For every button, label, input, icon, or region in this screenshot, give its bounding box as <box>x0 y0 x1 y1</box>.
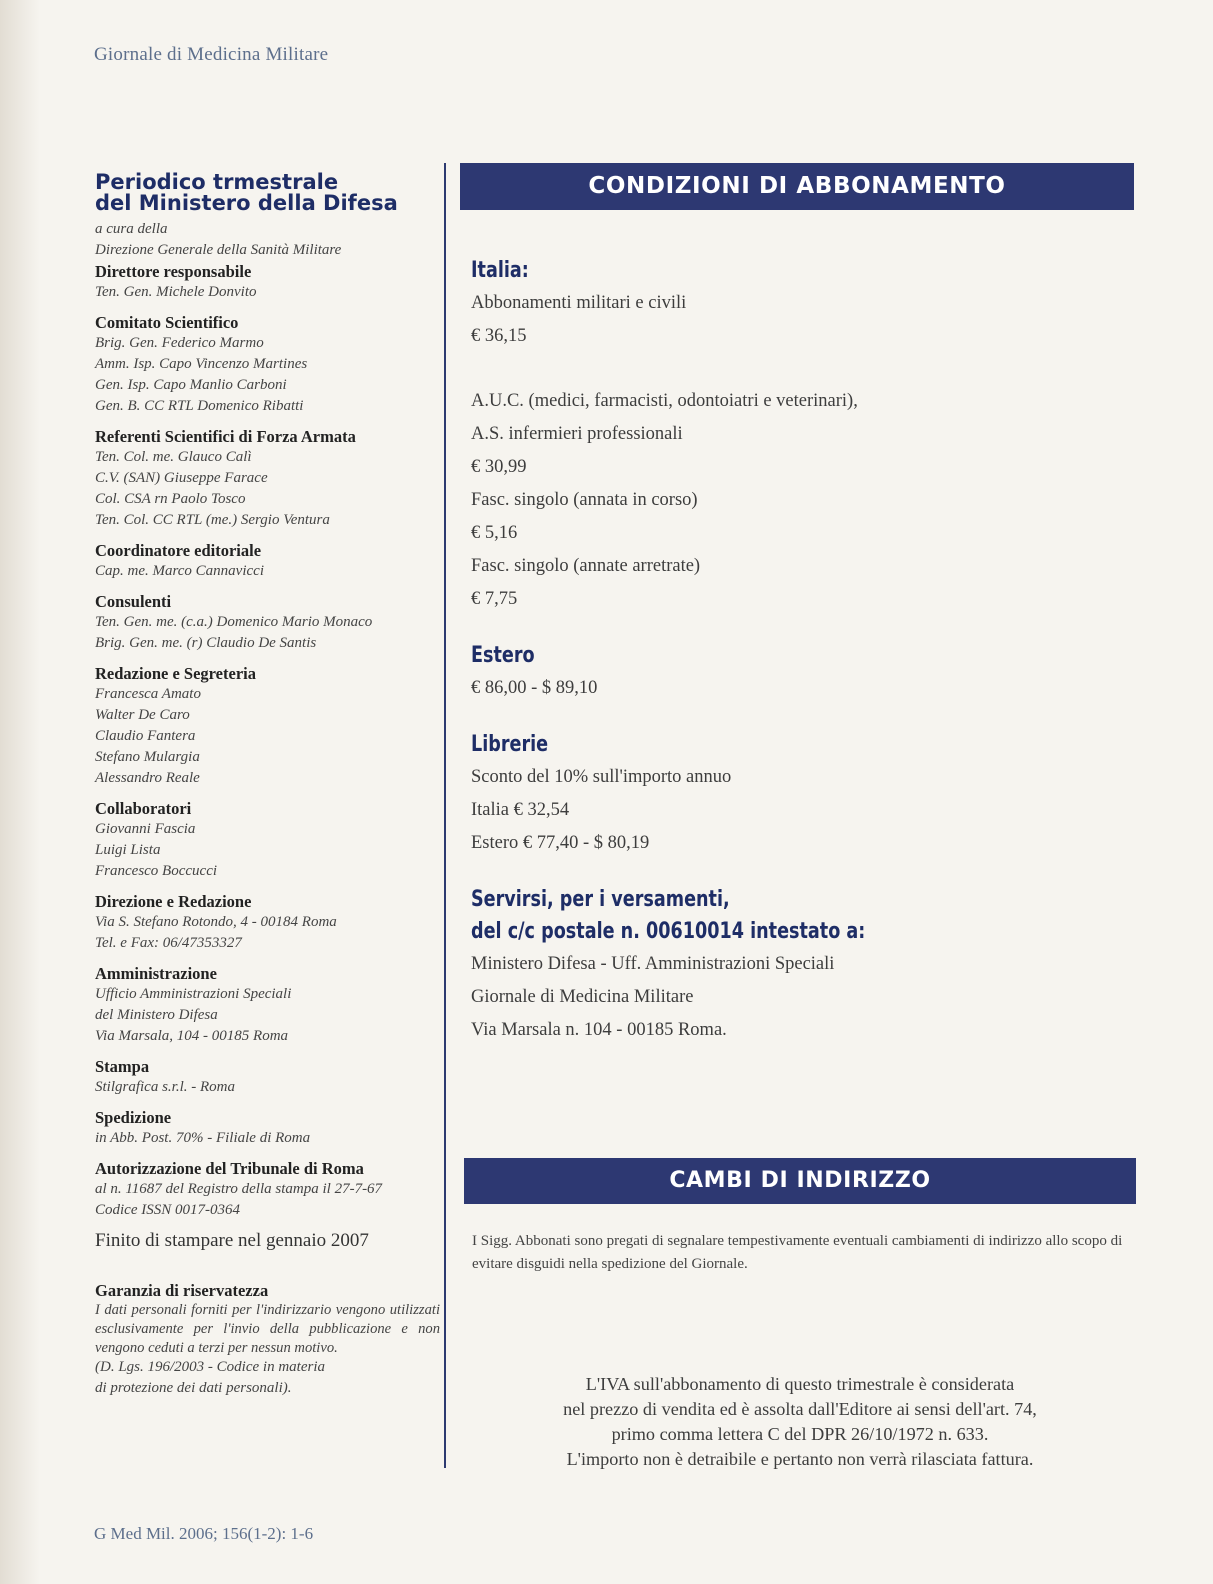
citation-footer: G Med Mil. 2006; 156(1-2): 1-6 <box>94 1524 314 1543</box>
section-role: Autorizzazione del Tribunale di Roma <box>95 1159 364 1178</box>
masthead-section <box>95 540 440 582</box>
section-role: Stampa <box>95 1057 150 1076</box>
masthead-section <box>95 591 440 654</box>
subscription-line: € 86,00 - $ 89,10 <box>471 678 598 698</box>
vat-line: primo comma lettera C del DPR 26/10/1972 n. 633. <box>611 1424 989 1444</box>
section-role: Amministrazione <box>95 964 217 983</box>
masthead-section <box>95 1056 440 1098</box>
subscription-line: Estero € 77,40 - $ 80,19 <box>471 833 650 853</box>
subscription-line: € 30,99 <box>471 457 527 477</box>
section-entry: Gen. Isp. Capo Manlio Carboni <box>95 377 287 393</box>
privacy-ref-2: di protezione dei dati personali). <box>95 1380 292 1397</box>
section-role: Collaboratori <box>95 799 192 818</box>
section-role: Redazione e Segreteria <box>95 664 256 683</box>
vat-notice <box>470 1372 1130 1472</box>
subscription-line: Fasc. singolo (annata in corso) <box>471 490 698 510</box>
section-role: Referenti Scientifici di Forza Armata <box>95 427 356 446</box>
masthead-title-line-1: Periodico trmestrale <box>95 170 339 194</box>
masthead-title <box>95 172 440 214</box>
cura-value: Direzione Generale della Sanità Militare <box>95 242 342 258</box>
column-divider <box>444 163 446 1468</box>
section-entry: Ufficio Amministrazioni Speciali <box>95 986 292 1002</box>
section-role: Direzione e Redazione <box>95 892 252 911</box>
section-entry: Col. CSA rn Paolo Tosco <box>95 491 246 507</box>
versamenti-lines <box>471 948 1131 1047</box>
privacy-notice <box>95 1280 440 1399</box>
subscription-line: € 5,16 <box>471 523 518 543</box>
subscription-line: Abbonamenti militari e civili <box>471 293 687 313</box>
section-role: Comitato Scientifico <box>95 313 239 332</box>
section-entry: Cap. me. Marco Cannavicci <box>95 563 264 579</box>
section-entry: Claudio Fantera <box>95 728 196 744</box>
section-entry: Brig. Gen. me. (r) Claudio De Santis <box>95 635 317 651</box>
section-entry: Alessandro Reale <box>95 770 200 786</box>
spacer <box>471 616 1131 640</box>
subscription-line: A.S. infermieri professionali <box>471 424 683 444</box>
versamenti-heading-2: del c/c postale n. 00610014 intestato a: <box>471 919 866 944</box>
subscription-line: Giornale di Medicina Militare <box>471 987 694 1007</box>
masthead-sections <box>95 261 440 1221</box>
section-entry: Giovanni Fascia <box>95 821 196 837</box>
subscription-line: Fasc. singolo (annate arretrate) <box>471 556 701 576</box>
librerie-lines <box>471 761 1131 860</box>
section-entry: in Abb. Post. 70% - Filiale di Roma <box>95 1130 311 1146</box>
section-entry: Francesco Boccucci <box>95 863 218 879</box>
estero-heading: Estero <box>471 643 535 668</box>
subscription-column <box>471 255 1131 1047</box>
masthead-section <box>95 663 440 789</box>
subscription-line: € 36,15 <box>471 326 527 346</box>
subscription-line: A.U.C. (medici, farmacisti, odontoiatri e veterinari), <box>471 391 858 411</box>
subscription-line: Via Marsala n. 104 - 00185 Roma. <box>471 1020 727 1040</box>
section-entry: Tel. e Fax: 06/47353327 <box>95 935 242 951</box>
section-entry: Brig. Gen. Federico Marmo <box>95 335 264 351</box>
estero-lines <box>471 672 1131 705</box>
masthead-section <box>95 426 440 531</box>
librerie-heading: Librerie <box>471 732 549 757</box>
section-role: Spedizione <box>95 1108 172 1127</box>
section-role: Direttore responsabile <box>95 262 252 281</box>
masthead-section <box>95 312 440 417</box>
vat-line: L'IVA sull'abbonamento di questo trimestrale è considerata <box>585 1374 1015 1394</box>
versamenti-heading-1: Servirsi, per i versamenti, <box>471 887 730 912</box>
section-entry: Ten. Col. me. Glauco Calì <box>95 449 252 465</box>
section-entry: Gen. B. CC RTL Domenico Ribatti <box>95 398 304 414</box>
section-entry: Stefano Mulargia <box>95 749 200 765</box>
vat-line: nel prezzo di vendita ed è assolta dall'Editore ai sensi dell'art. 74, <box>563 1399 1037 1419</box>
subscription-banner: CONDIZIONI DI ABBONAMENTO <box>460 163 1134 210</box>
subscription-line: Italia € 32,54 <box>471 800 570 820</box>
address-change-text: I Sigg. Abbonati sono pregati di segnalare tempestivamente eventuali cambiamenti di indirizzo allo scopo di evitare disguidi nella spedizione del Giornale. <box>472 1233 1123 1272</box>
masthead-column <box>95 172 440 1399</box>
section-entry: del Ministero Difesa <box>95 1007 218 1023</box>
section-entry: Amm. Isp. Capo Vincenzo Martines <box>95 356 308 372</box>
section-entry: Stilgrafica s.r.l. - Roma <box>95 1079 236 1095</box>
privacy-text: I dati personali forniti per l'indirizzario vengono utilizzati esclusivamente per l'invio della pubblicazione e non vengono ceduti a terzi per nessun motivo. <box>95 1302 440 1356</box>
section-entry: C.V. (SAN) Giuseppe Farace <box>95 470 268 486</box>
masthead-section <box>95 891 440 954</box>
masthead-section <box>95 1158 440 1221</box>
cura-label: a cura della <box>95 221 168 237</box>
address-change-banner: CAMBI DI INDIRIZZO <box>464 1158 1136 1204</box>
spacer <box>471 705 1131 729</box>
masthead-section <box>95 798 440 882</box>
spacer <box>471 353 1131 385</box>
section-entry: Ten. Gen. Michele Donvito <box>95 284 257 300</box>
section-entry: Walter De Caro <box>95 707 190 723</box>
italia-lines-b <box>471 385 1131 616</box>
masthead-title-line-2: del Ministero della Difesa <box>95 191 398 215</box>
page-gutter-shade <box>0 0 40 1584</box>
section-entry: Ten. Col. CC RTL (me.) Sergio Ventura <box>95 512 330 528</box>
masthead-section <box>95 1107 440 1149</box>
subscription-line: Ministero Difesa - Uff. Amministrazioni Speciali <box>471 954 835 974</box>
italia-lines-a <box>471 287 1131 353</box>
section-entry: Francesca Amato <box>95 686 201 702</box>
section-entry: Codice ISSN 0017-0364 <box>95 1202 240 1218</box>
italia-heading: Italia: <box>471 258 529 283</box>
subscription-line: € 7,75 <box>471 589 518 609</box>
section-entry: Via Marsala, 104 - 00185 Roma <box>95 1028 289 1044</box>
masthead-section <box>95 261 440 303</box>
privacy-ref-1: (D. Lgs. 196/2003 - Codice in materia <box>95 1359 325 1376</box>
print-date: Finito di stampare nel gennaio 2007 <box>95 1230 369 1251</box>
privacy-title: Garanzia di riservatezza <box>95 1281 269 1300</box>
section-role: Coordinatore editoriale <box>95 541 262 560</box>
section-entry: Ten. Gen. me. (c.a.) Domenico Mario Monaco <box>95 614 373 630</box>
vat-line: L'importo non è detraibile e pertanto non verrà rilasciata fattura. <box>566 1449 1034 1469</box>
masthead-section <box>95 963 440 1047</box>
section-entry: al n. 11687 del Registro della stampa il 27-7-67 <box>95 1181 383 1197</box>
spacer <box>471 860 1131 884</box>
section-entry: Luigi Lista <box>95 842 161 858</box>
section-entry: Via S. Stefano Rotondo, 4 - 00184 Roma <box>95 914 337 930</box>
section-role: Consulenti <box>95 592 172 611</box>
running-head: Giornale di Medicina Militare <box>94 44 329 65</box>
subscription-line: Sconto del 10% sull'importo annuo <box>471 767 732 787</box>
